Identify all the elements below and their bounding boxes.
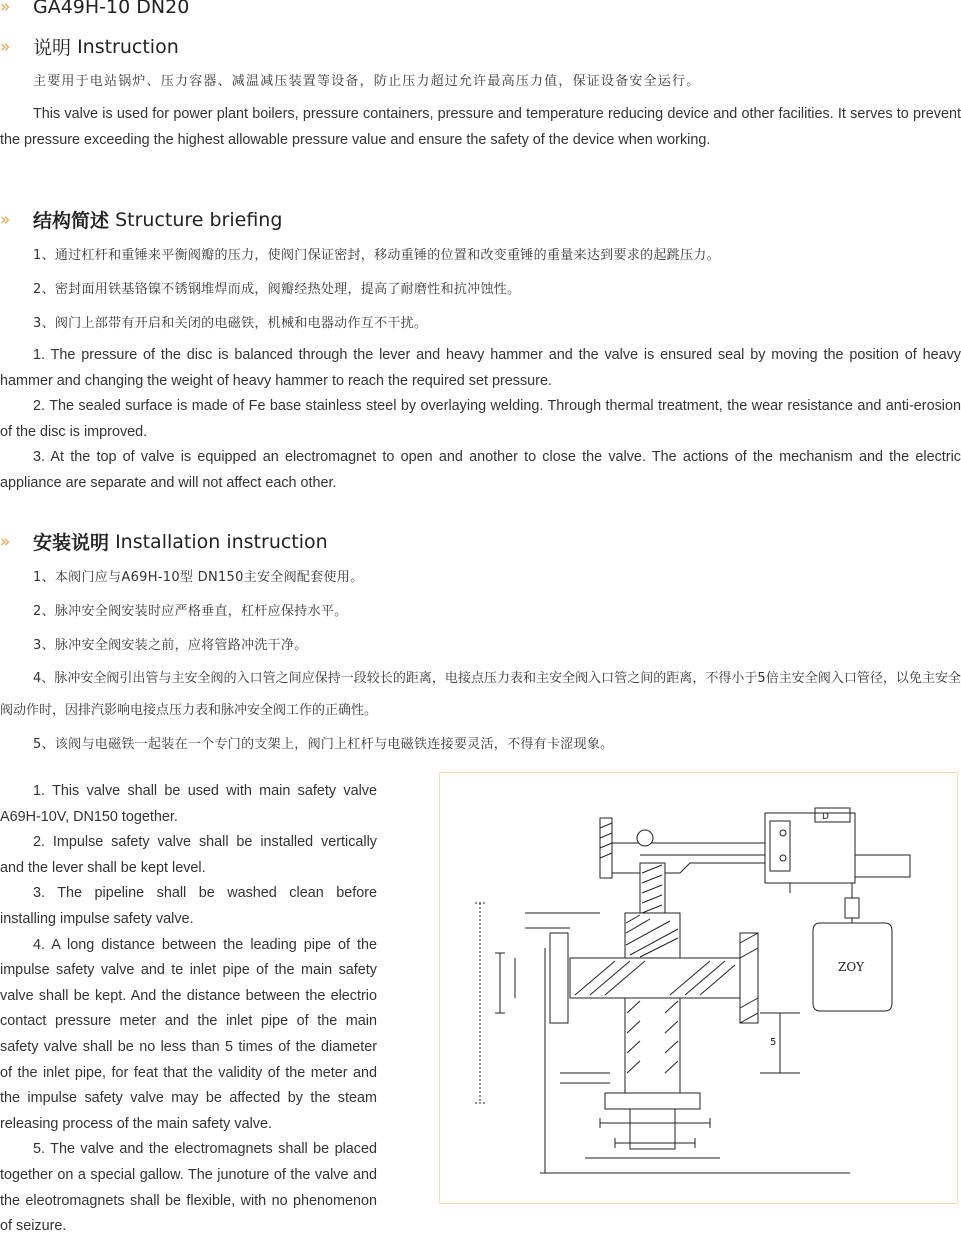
structure-cn-item: 1、通过杠杆和重锤来平衡阀瓣的压力，使阀门保证密封，移动重锤的位置和改变重锤的重量来达到要求的起跳压力。 — [33, 248, 720, 263]
installation-en-column — [0, 779, 377, 1240]
weight-hook — [845, 898, 859, 918]
installation-en-item: 3. The pipeline shall be washed clean before installing impulse safety valve. — [0, 885, 377, 927]
lower-body — [625, 998, 680, 1098]
instruction-heading-cn: 说明 — [33, 37, 72, 59]
installation-en-item: 1. This valve shall be used with main safety valve A69H-10V, DN150 together. — [0, 783, 377, 825]
electromagnet — [765, 813, 855, 883]
chevron-icon: » — [0, 0, 9, 17]
installation-cn-item: 2、脉冲安全阀安装时应严格垂直，杠杆应保持水平。 — [33, 604, 348, 619]
inlet-flange — [550, 933, 568, 1023]
valve-drawing — [440, 773, 957, 1203]
stem-top — [640, 863, 665, 918]
chevron-icon: » — [0, 36, 9, 57]
bottom-flange — [605, 1093, 700, 1109]
installation-en-item: 5. The valve and the electromagnets shall be placed together on a special gallow. The junoture of the valve and the eleotromagnets shall be flexible, with no phenomenon of seizure. — [0, 1141, 377, 1235]
structure-en-item: 2. The sealed surface is made of Fe base stainless steel by overlaying welding. Through thermal treatment, the wear resistance and anti-erosion of the disc is improved. — [0, 398, 961, 440]
valve-drawing-frame — [439, 772, 958, 1204]
model-title: GA49H-10 DN20 — [33, 0, 190, 18]
installation-cn-item: 3、脉冲安全阀安装之前，应将管路冲洗干净。 — [33, 638, 308, 653]
structure-en-item: 1. The pressure of the disc is balanced through the lever and heavy hammer and the valve is ensured seal by moving the position of heavy hammer and changing the weight of heavy hammer to reach the required set pressure. — [0, 347, 961, 389]
installation-en-item: 2. Impulse safety valve shall be installed vertically and the lever shall be kept level. — [0, 834, 377, 876]
chevron-icon: » — [0, 531, 9, 552]
installation-cn-item: 1、本阀门应与A69H-10型 DN150主安全阀配套使用。 — [33, 570, 364, 585]
instruction-cn-text: 主要用于电站锅炉、压力容器、减温减压装置等设备，防止压力超过允许最高压力值，保证设备安全运行。 — [33, 74, 701, 89]
dim-line — [475, 903, 485, 1103]
structure-heading-cn: 结构简述 — [33, 210, 110, 232]
structure-en-item: 3. At the top of valve is equipped an electromagnet to open and another to close the valve. The actions of the mechanism and the electric appliance are separate and will not affect each other. — [0, 449, 961, 491]
dim-label: 5 — [770, 1037, 777, 1048]
model-heading — [0, 0, 189, 18]
instruction-en-text: This valve is used for power plant boilers, pressure containers, pressure and temperature reducing device and other facilities. It serves to prevent the pressure exceeding the highest allowable pressure value and ensure the safety of the device when working. — [0, 106, 961, 148]
pivot-icon — [637, 830, 653, 846]
structure-heading — [0, 206, 282, 233]
dim-line — [495, 953, 505, 1013]
dim-line — [760, 1013, 800, 1073]
instruction-heading-en-text: Instruction — [77, 35, 179, 58]
weight-label: ZOY — [838, 960, 865, 974]
dim-line — [560, 1073, 610, 1083]
structure-cn-item: 3、阀门上部带有开启和关闭的电磁铁，机械和电器动作互不干扰。 — [33, 316, 428, 331]
installation-heading-cn: 安装说明 — [33, 532, 110, 554]
chevron-icon: » — [0, 209, 9, 230]
structure-heading-en: Structure briefing — [115, 208, 283, 231]
installation-heading — [0, 528, 328, 555]
dim-line — [525, 913, 600, 928]
structure-cn-item: 2、密封面用铁基铬镍不锈钢堆焊而成，阀瓣经热处理，提高了耐磨性和抗冲蚀性。 — [33, 282, 521, 297]
installation-heading-en: Installation instruction — [115, 530, 328, 553]
installation-en-item: 4. A long distance between the leading pipe of the impulse safety valve and te inlet pipe of the main safety valve shall be kept. And the distance between the electrio contact pressure meter and the inlet pipe of the main safety valve shall be no less than 5 times of the diameter of the inlet pipe, for feat that the validity of the meter and the impulse safety valve may be affected by the steam releasing process of the main safety valve. — [0, 936, 377, 1132]
instruction-heading — [0, 33, 179, 60]
top-lug-label: D — [822, 812, 829, 822]
installation-cn-item: 4、脉冲安全阀引出管与主安全阀的入口管之间应保持一段较长的距离，电接点压力表和主安全阀入口管之间的距离，不得小于5倍主安全阀入口管径，以免主安全阀动作时，因排汽影响电接点压力表和脉冲安全阀工作的正确性。 — [0, 671, 961, 718]
installation-cn-item: 5、该阀与电磁铁一起装在一个专门的支架上，阀门上杠杆与电磁铁连接要灵活，不得有卡涩现象。 — [33, 737, 614, 752]
outlet-flange — [740, 933, 758, 1023]
lever-arm — [610, 843, 770, 873]
